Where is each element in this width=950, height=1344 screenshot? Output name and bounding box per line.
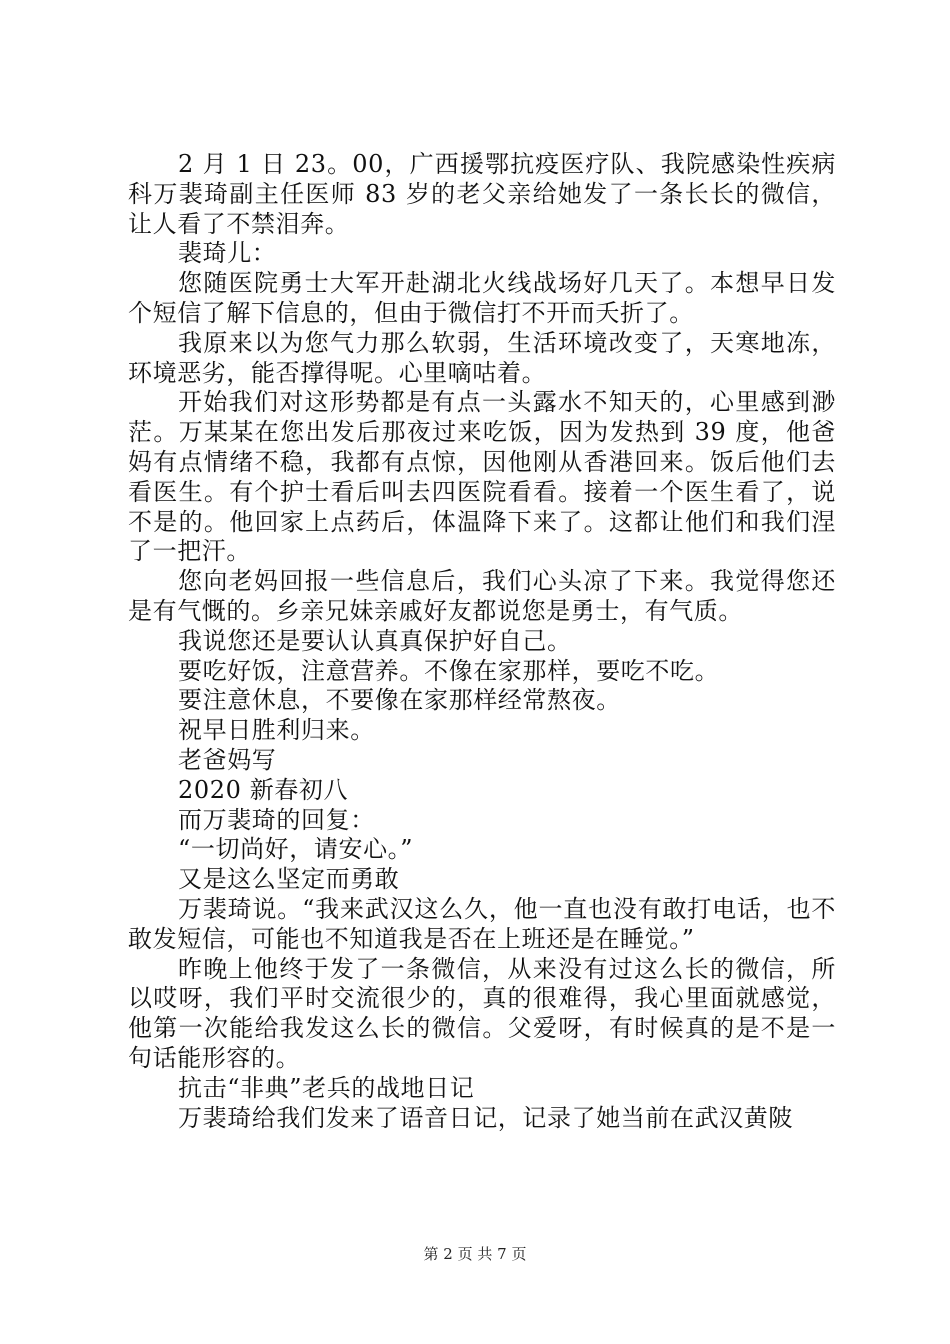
paragraph: 2020 新春初八: [178, 775, 349, 804]
paragraph: 要吃好饭，注意营养。不像在家那样，要吃不吃。: [178, 656, 720, 685]
paragraph: 祝早日胜利归来。: [178, 716, 375, 745]
paragraph: 裴琦儿：: [178, 239, 277, 268]
paragraph: 万裴琦给我们发来了语音日记，记录了她当前在武汉黄陂: [178, 1103, 793, 1132]
paragraph: 万裴琦说。“我来武汉这么久，他一直也没有敢打电话，也不敢发短信，可能也不知道我是否在上班还是在睡觉。”: [128, 894, 836, 953]
paragraph: 要注意休息，不要像在家那样经常熬夜。: [178, 686, 621, 715]
paragraph: 2 月 1 日 23。00，广西援鄂抗疫医疗队、我院感染性疾病科万裴琦副主任医师 83 岁的老父亲给她发了一条长长的微信，让人看了不禁泪奔。: [128, 150, 836, 238]
paragraph: 我原来以为您气力那么软弱，生活环境改变了，天寒地冻，环境恶劣，能否撑得呢。心里嘀咕着。: [128, 328, 836, 387]
paragraph: 老爸妈写: [178, 745, 277, 774]
paragraph: 又是这么坚定而勇敢: [178, 865, 400, 894]
paragraph: “一切尚好，请安心。”: [178, 835, 414, 864]
paragraph: 而万裴琦的回复：: [178, 805, 375, 834]
document-body: [128, 150, 836, 1133]
paragraph: 您向老妈回报一些信息后，我们心头凉了下来。我觉得您还是有气慨的。乡亲兄妹亲戚好友都说您是勇士，有气质。: [128, 567, 836, 625]
page-number: 第 2 页 共 7 页: [423, 1245, 527, 1263]
paragraph: 昨晚上他终于发了一条微信，从来没有过这么长的微信，所以哎呀，我们平时交流很少的，真的很难得，我心里面就感觉，他第一次能给我发这么长的微信。父爱呀，有时候真的是不是一句话能形容的。: [128, 954, 836, 1072]
paragraph: 抗击“非典”老兵的战地日记: [178, 1073, 475, 1102]
page-footer: [0, 1244, 950, 1264]
paragraph: 您随医院勇士大军开赴湖北火线战场好几天了。本想早日发个短信了解下信息的，但由于微信打不开而夭折了。: [128, 269, 836, 327]
paragraph: 开始我们对这形势都是有点一头露水不知天的，心里感到渺茫。万某某在您出发后那夜过来吃饭，因为发热到 39 度，他爸妈有点情绪不稳，我都有点惊，因他刚从香港回来。饭后他们去看医生。有个护士看后叫去四医院看看。接着一个医生看了，说不是的。他回家上点药后，体温降下来了。这都让他们和我们涅了一把汗。: [128, 388, 836, 566]
paragraph: 我说您还是要认认真真保护好自己。: [178, 626, 572, 655]
